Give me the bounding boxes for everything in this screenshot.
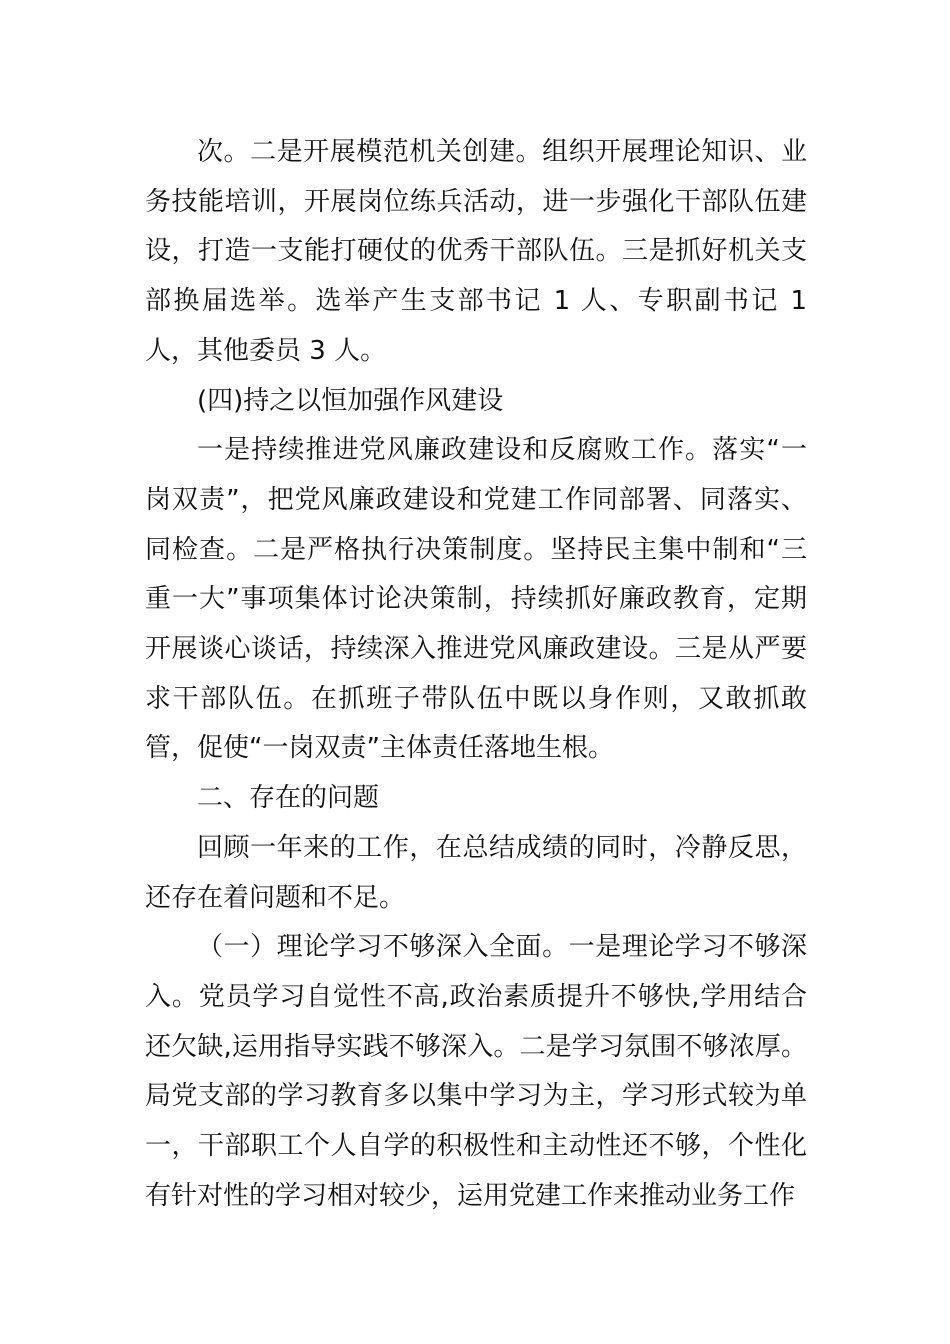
section-heading-problems: 二、存在的问题 xyxy=(197,783,380,814)
paragraph-continuation: 次。二是开展模范机关创建。组织开展理论知识、业务技能培训，开展岗位练兵活动，进一步强化干部队伍建设，打造一支能打硬仗的优秀干部队伍。三是抓好机关支部换届选举。选举产生支部书记 1 人、专职副书记 1 人，其他委员 3 人。 xyxy=(145,137,807,366)
paragraph-style-details: 一是持续推进党风廉政建设和反腐败工作。落实“一岗双责”，把党风廉政建设和党建工作同部署、同落实、同检查。二是严格执行决策制度。坚持民主集中制和“三重一大”事项集体讨论决策制，持续抓好廉政教育，定期开展谈心谈话，持续深入推进党风廉政建设。三是从严要求干部队伍。在抓班子带队伍中既以身作则，又敢抓敢管，促使“一岗双责”主体责任落地生根。 xyxy=(145,435,807,764)
section-heading-style: (四)持之以恒加强作风建设 xyxy=(197,385,504,416)
paragraph-review: 回顾一年来的工作，在总结成绩的同时，冷静反思，还存在着问题和不足。 xyxy=(145,832,807,913)
document-body xyxy=(145,128,807,1221)
paragraph-theory-study: （一）理论学习不够深入全面。一是理论学习不够深入。党员学习自觉性不高,政治素质提升不够快,学用结合还欠缺,运用指导实践不够深入。二是学习氛围不够浓厚。局党支部的学习教育多以集中学习为主，学习形式较为单一，干部职工个人自学的积极性和主动性还不够，个性化有针对性的学习相对较少，运用党建工作来推动业务工作 xyxy=(145,932,807,1211)
